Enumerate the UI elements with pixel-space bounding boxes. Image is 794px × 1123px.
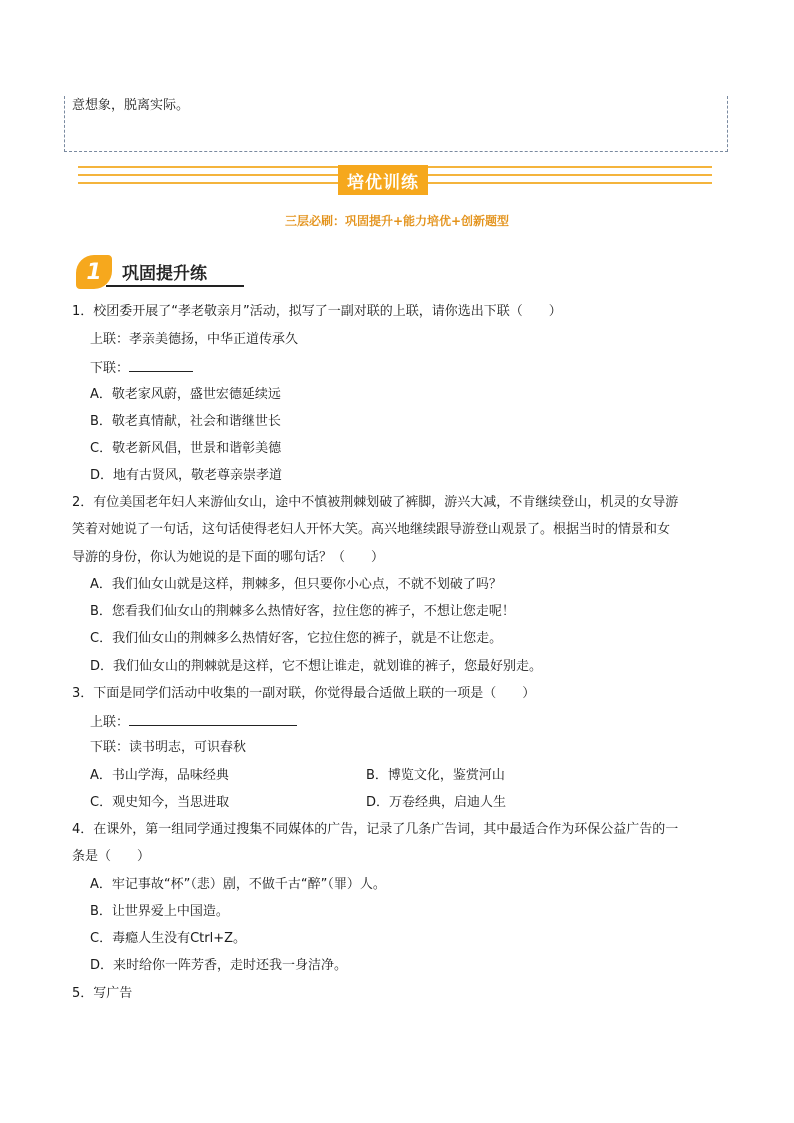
question-1-option-c: C．敬老新风倡，世景和谐彰美德 <box>90 441 282 456</box>
question-3-option-c: C．观史知今，当思进取 <box>90 795 230 810</box>
question-2-stem-line-1: 2．有位美国老年妇人来游仙女山，途中不慎被荆棘划破了裤脚，游兴大减，不肯继续登山，机灵的女导游 <box>72 495 679 510</box>
question-4-stem-line-2: 条是（ ） <box>72 849 151 864</box>
carry-over-text: 意想象，脱离实际。 <box>72 98 190 113</box>
question-1-option-b: B．敬老真情献，社会和谐继世长 <box>90 414 281 429</box>
answer-blank <box>129 358 193 372</box>
question-4-option-c: C．毒瘾人生没有Ctrl+Z。 <box>90 931 247 946</box>
question-2-stem-line-2: 笑着对她说了一句话，这句话使得老妇人开怀大笑。高兴地继续跟导游登山观景了。根据当时的情景和女 <box>72 522 671 537</box>
question-2-option-a: A．我们仙女山就是这样，荆棘多，但只要你小心点，不就不划破了吗？ <box>90 577 502 592</box>
banner-subtitle: 三层必刷：巩固提升+能力培优+创新题型 <box>284 214 510 228</box>
question-3-stem: 3．下面是同学们活动中收集的一副对联，你觉得最合适做上联的一项是（ ） <box>72 686 536 701</box>
section-banner: 培优训练 <box>338 165 428 195</box>
question-1-option-a: A．敬老家风蔚，盛世宏德延续远 <box>90 387 281 402</box>
question-2-stem-line-3: 导游的身份，你认为她说的是下面的哪句话？（ ） <box>72 550 385 565</box>
question-2-option-b: B．您看我们仙女山的荆棘多么热情好客，拉住您的裤子，不想让您走呢！ <box>90 604 515 619</box>
section-underline <box>106 285 244 287</box>
section-number-badge: 1 <box>76 255 112 289</box>
question-3-option-d: D．万卷经典，启迪人生 <box>366 795 507 810</box>
question-1-line-1: 上联：孝亲美德扬，中华正道传承久 <box>90 332 299 347</box>
question-5-stem: 5．写广告 <box>72 986 133 1001</box>
question-1-line-2: 下联： <box>90 358 193 378</box>
section-title: 巩固提升练 <box>122 264 207 284</box>
question-4-stem-line-1: 4．在课外，第一组同学通过搜集不同媒体的广告，记录了几条广告词，其中最适合作为环保公益广告的一 <box>72 822 679 837</box>
question-1-option-d: D．地有古贤风，敬老尊亲崇孝道 <box>90 468 283 483</box>
question-3-option-a: A．书山学海，品味经典 <box>90 768 229 783</box>
question-3-line-1: 上联： <box>90 712 297 732</box>
question-4-option-b: B．让世界爱上中国造。 <box>90 904 229 919</box>
question-3-line-2: 下联：读书明志，可识春秋 <box>90 740 247 755</box>
section-heading <box>76 255 256 291</box>
question-4-option-d: D．来时给你一阵芳香，走时还我一身洁净。 <box>90 958 348 973</box>
question-2-option-d: D．我们仙女山的荆棘就是这样，它不想让谁走，就划谁的裤子，您最好别走。 <box>90 659 543 674</box>
question-3-option-b: B．博览文化，鉴赏河山 <box>366 768 505 783</box>
answer-blank <box>129 712 297 726</box>
question-2-option-c: C．我们仙女山的荆棘多么热情好客，它拉住您的裤子，就是不让您走。 <box>90 631 503 646</box>
question-4-option-a: A．牢记事故“杯”（悲）剧，不做千古“醉”（罪）人。 <box>90 877 386 892</box>
question-1-stem: 1．校团委开展了“孝老敬亲月”活动，拟写了一副对联的上联，请你选出下联（ ） <box>72 304 562 319</box>
